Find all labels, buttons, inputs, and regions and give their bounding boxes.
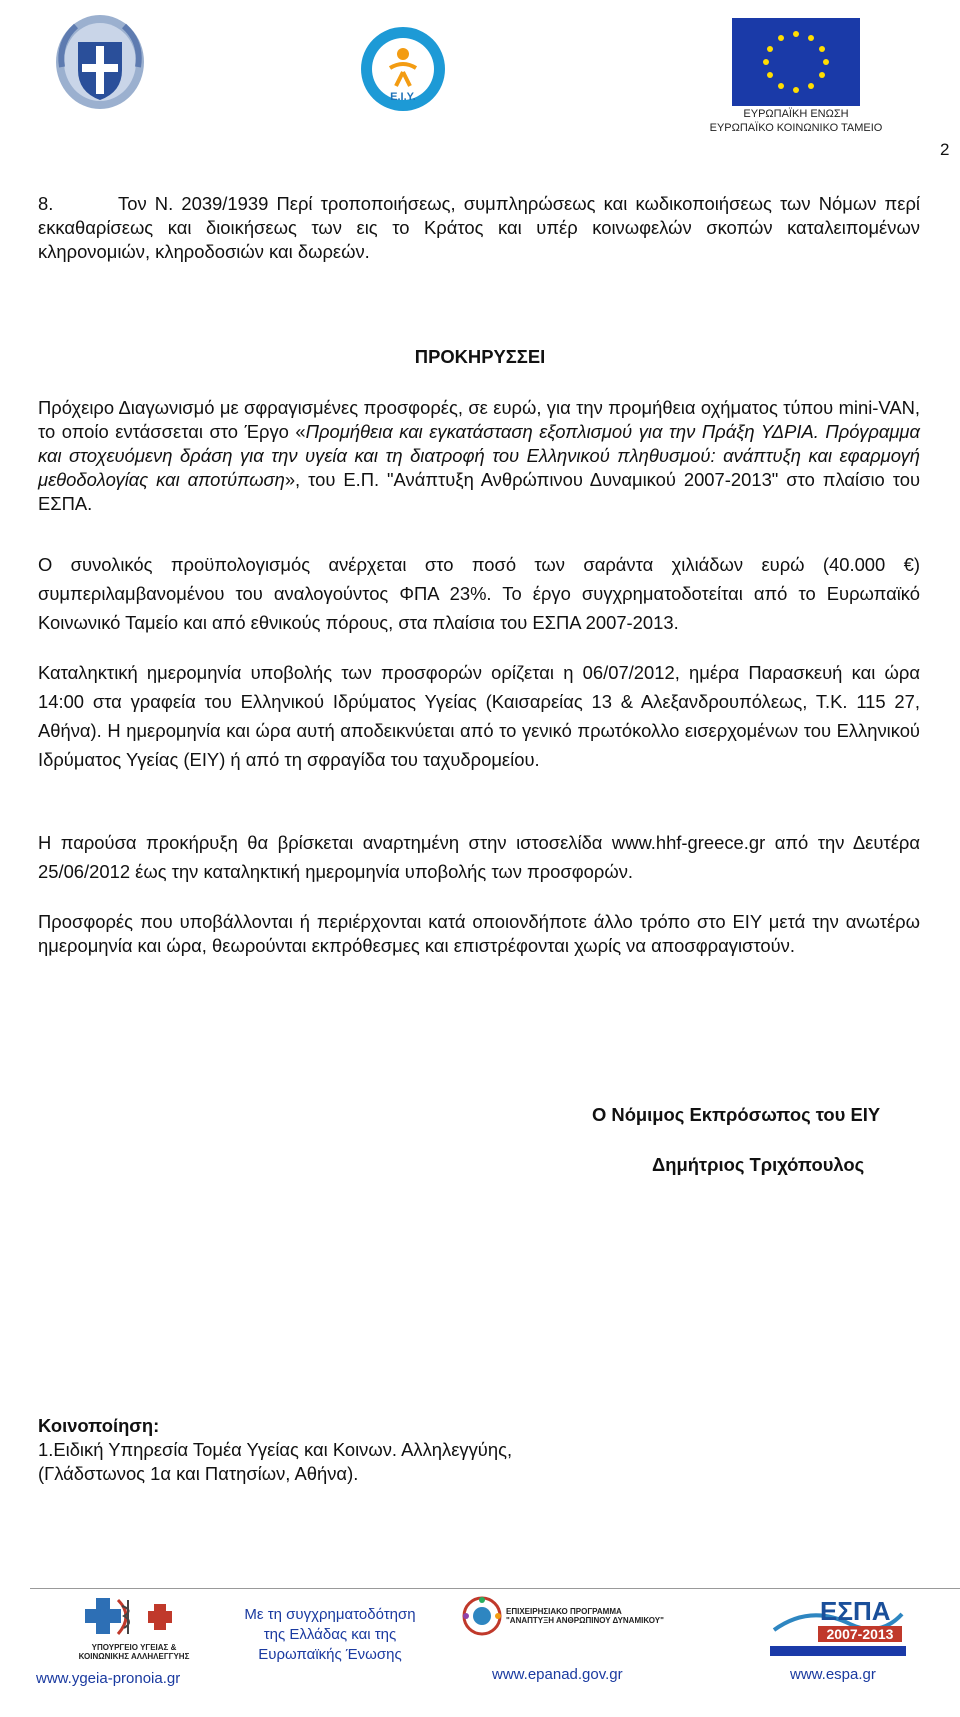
item-8-number: 8. [38, 193, 54, 214]
para1-project-title: Προμήθεια και εγκατάσταση εξοπλισμού για την Πράξη ΥΔΡΙΑ. Πρόγραμμα και στοχευόμενη δράση για την υγεία και τη διατροφή του Ελληνικού πληθυσμού: ανάπτυξη και εφαρμογή μεθοδολογίας και αποτύπωση [38, 421, 920, 490]
heading-proclaims: ΠΡΟΚΗΡΥΣΣΕΙ [414, 346, 546, 367]
cc-line-1: 1.Ειδική Υπηρεσία Τομέα Υγείας και Κοινων. Αλληλεγγύης, [38, 1439, 513, 1460]
link-ygeia-pronoia[interactable]: www.ygeia-pronoia.gr [36, 1670, 181, 1687]
para1-text-a: Πρόχειρο Διαγωνισμό με σφραγισμένες προσφορές, σε ευρώ, για την προμήθεια οχήματος τύπου mini-VAN, το οποίο εντάσσεται στο Έργο « [38, 397, 920, 442]
footer-divider [30, 1588, 960, 1589]
para4-text: Η παρούσα προκήρυξη θα βρίσκεται αναρτημένη στην ιστοσελίδα www.hhf-greece.gr από την Δευτέρα 25/06/2012 έως την καταληκτική ημερομηνία υποβολής των προσφορών. [38, 832, 920, 882]
paragraph-late-offers [38, 910, 920, 958]
para2-text: Ο συνολικός προϋπολογισμός ανέρχεται στο ποσό των σαράντα χιλιάδων ευρώ (40.000 €) συμπεριλαμβανομένου του αναλογούντος ΦΠΑ 23%. Το έργο συγχρηματοδοτείται από το Ευρωπαϊκό Κοινωνικό Ταμείο και από εθνικούς πόρους, στα πλαίσια του ΕΣΠΑ 2007-2013. [38, 554, 920, 633]
espa-logo-years: 2007-2013 [826, 1626, 894, 1642]
ministry-logo-text: ΥΠΟΥΡΓΕΙΟ ΥΓΕΙΑΣ & ΚΟΙΝΩΝΙΚΗΣ ΑΛΛΗΛΕΓΓΥΗΣ [78, 1643, 190, 1661]
eu-flag-logo [732, 18, 860, 106]
item-8-paragraph [38, 192, 920, 264]
item-8-text: Τον Ν. 2039/1939 Περί τροποποιήσεως, συμπληρώσεως και κωδικοποιήσεως των Νόμων περί εκκαθαρίσεως και διοικήσεως των εις το Κράτος και υπέρ κοινωφελών σκοπών καταλειπομένων κληρονομιών, κληροδοσιών και δωρεών. [38, 193, 920, 262]
espa-logo-title: ΕΣΠΑ [820, 1596, 891, 1626]
signature-title: Ο Νόμιμος Εκπρόσωπος του ΕΙΥ [592, 1104, 881, 1125]
eiy-logo [358, 24, 448, 114]
espa-logo [770, 1594, 906, 1656]
paragraph-tender-description [38, 396, 920, 516]
cc-label: Κοινοποίηση: [38, 1415, 160, 1436]
ministry-health-logo [66, 1594, 202, 1666]
cc-line-2: (Γλάδστωνος 1α και Πατησίων, Αθήνα). [38, 1463, 359, 1484]
eu-caption-social-fund: ΕΥΡΩΠΑΪΚΟ ΚΟΙΝΩΝΙΚΟ ΤΑΜΕΙΟ [709, 122, 883, 134]
para3-text: Καταληκτική ημερομηνία υποβολής των προσφορών ορίζεται η 06/07/2012, ημέρα Παρασκευή και ώρα 14:00 στα γραφεία του Ελληνικού Ιδρύματος Υγείας (Καισαρείας 13 & Αλεξανδρουπόλεως, Τ.Κ. 115 27, Αθήνα). Η ημερομηνία και ώρα αυτή αποδεικνύεται από το γενικό πρωτόκολλο εισερχομένων του Ελληνικού Ιδρύματος Υγείας (ΕΙΥ) ή από τη σφραγίδα του ταχυδρομείου. [38, 662, 920, 770]
para1-text-c: », του Ε.Π. "Ανάπτυξη Ανθρώπινου Δυναμικού 2007-2013" στο πλαίσιο του ΕΣΠΑ. [38, 469, 920, 514]
signature-name: Δημήτριος Τριχόπουλος [652, 1154, 865, 1175]
eiy-logo-text: Ε.Ι.Υ. [390, 91, 416, 103]
para5-text: Προσφορές που υποβάλλονται ή περιέρχονται κατά οποιονδήποτε άλλο τρόπο στο ΕΙΥ μετά την ανωτέρω ημερομηνία και ώρα, θεωρούνται εκπρόθεσμες και επιστρέφονται χωρίς να αποσφραγιστούν. [38, 911, 920, 956]
epanad-logo [460, 1594, 670, 1640]
paragraph-budget [38, 550, 920, 637]
link-espa[interactable]: www.espa.gr [790, 1666, 876, 1683]
paragraph-publication [38, 828, 920, 886]
eu-caption-union: ΕΥΡΩΠΑΪΚΗ ΕΝΩΣΗ [743, 108, 849, 120]
greek-emblem-logo [52, 12, 148, 112]
cofinancing-text: Με τη συγχρηματοδότηση της Ελλάδας και της Ευρωπαϊκής Ένωσης [244, 1606, 416, 1663]
link-epanad[interactable]: www.epanad.gov.gr [492, 1666, 623, 1683]
page-number: 2 [940, 140, 950, 159]
epanad-logo-text: ΕΠΙΧΕΙΡΗΣΙΑΚΟ ΠΡΟΓΡΑΜΜΑ "ΑΝΑΠΤΥΞΗ ΑΝΘΡΩΠΙΝΟΥ ΔΥΝΑΜΙΚΟΥ" [506, 1607, 664, 1625]
paragraph-deadline [38, 658, 920, 774]
